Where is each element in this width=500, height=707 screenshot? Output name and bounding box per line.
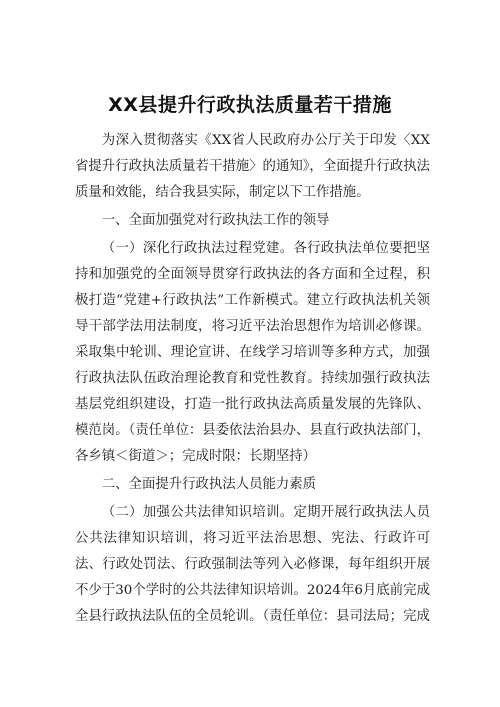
- document-title: XX县提升行政执法质量若干措施: [108, 94, 392, 116]
- measure-paragraph-1: （一）深化行政执法过程党建。各行政执法单位要把坚持和加强党的全面领导贯穿行政执法的各方面和全过程，积极打造“党建+行政执法”工作新模式。建立行政执法机关领导干部学法用法制度，将习近平法治思想作为培训必修课。采取集中轮训、理论宣讲、在线学习培训等多种方式，加强行政执法队伍政治理论教育和党性教育。持续加强行政执法基层党组织建设，打造一批行政执法高质量发展的先锋队、模范岗。（责任单位：县委依法治县办、县直行政执法部门，各乡镇＜街道＞；完成时限：长期坚持）: [75, 241, 430, 464]
- intro-paragraph: 为深入贯彻落实《XX省人民政府办公厅关于印发〈XX省提升行政执法质量若干措施〉的通知》，全面提升行政执法质量和效能，结合我县实际，制定以下工作措施。: [75, 133, 430, 200]
- document-body: [75, 128, 430, 630]
- section-heading-1: 一、全面加强党对行政执法工作的领导: [101, 213, 330, 228]
- measure-paragraph-2: （二）加强公共法律知识培训。定期开展行政执法人员公共法律知识培训，将习近平法治思想、宪法、行政许可法、行政处罚法、行政强制法等列入必修课，每年组织开展不少于30个学时的公共法律知识培训。2024年6月底前完成全县行政执法队伍的全员轮训。（责任单位：县司法局；完成: [75, 505, 430, 624]
- section-heading-2: 二、全面提升行政执法人员能力素质: [101, 477, 317, 492]
